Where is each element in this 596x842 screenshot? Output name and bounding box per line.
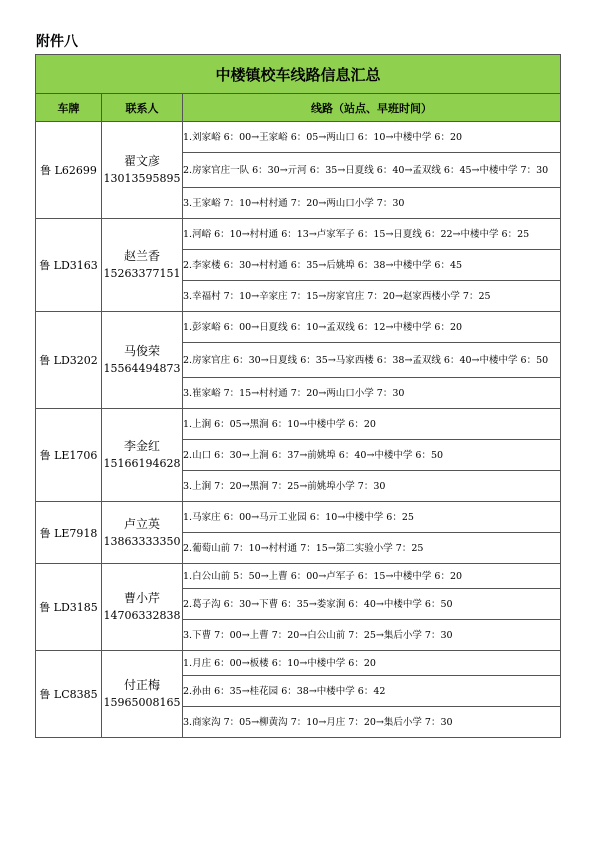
route-cell: 1.白公山前 5：50→上曹 6：00→卢军子 6：15→中楼中学 6：20 (183, 564, 561, 589)
route-cell: 3.商家沟 7：05→柳黄沟 7：10→月庄 7：20→集后小学 7：30 (183, 707, 561, 738)
route-cell: 1.马家庄 6：00→马亓工业园 6：10→中楼中学 6：25 (183, 502, 561, 533)
route-cell: 1.彭家峪 6：00→日夏线 6：10→孟双线 6：12→中楼中学 6：20 (183, 312, 561, 343)
plate-cell: 鲁 L62699 (36, 122, 102, 219)
contact-phone: 15263377151 (103, 267, 181, 280)
route-cell: 3.王家峪 7：10→村村通 7：20→两山口小学 7：30 (183, 188, 561, 219)
contact-cell (102, 122, 183, 219)
contact-phone: 15166194628 (103, 457, 181, 470)
table-row (36, 219, 561, 250)
plate-cell: 鲁 LC8385 (36, 651, 102, 738)
annex-label: 附件八 (36, 34, 78, 50)
route-cell: 1.上涧 6：05→黑涧 6：10→中楼中学 6：20 (183, 409, 561, 440)
contact-name: 马俊荣 (123, 344, 160, 358)
plate-cell: 鲁 LE7918 (36, 502, 102, 564)
table-row (36, 502, 561, 533)
plate-cell: 鲁 LD3163 (36, 219, 102, 312)
contact-phone: 13863333350 (103, 534, 181, 548)
route-cell: 3.幸福村 7：10→辛家庄 7：15→房家官庄 7：20→赵家西楼小学 7：25 (183, 281, 561, 312)
table-row (36, 564, 561, 589)
contact-cell (102, 312, 183, 409)
plate-cell: 鲁 LD3202 (36, 312, 102, 409)
route-cell: 2.孙由 6：35→桂花园 6：38→中楼中学 6：42 (183, 676, 561, 707)
contact-cell (102, 651, 183, 738)
contact-cell (102, 564, 183, 651)
contact-cell (102, 502, 183, 564)
route-cell: 2.房家官庄 6：30→日夏线 6：35→马家西楼 6：38→孟双线 6：40→中楼中学 6：50 (183, 343, 561, 378)
route-cell: 3.下曹 7：00→上曹 7：20→白公山前 7：25→集后小学 7：30 (183, 620, 561, 651)
route-cell: 2.李家楼 6：30→村村通 6：35→后姚埠 6：38→中楼中学 6：45 (183, 250, 561, 281)
route-cell: 3.上涧 7：20→黑涧 7：25→前姚埠小学 7：30 (183, 471, 561, 502)
contact-cell (102, 409, 183, 502)
contact-name: 赵兰香 (123, 249, 160, 263)
table-title: 中楼镇校车线路信息汇总 (36, 55, 561, 94)
contact-phone: 13013595895 (103, 172, 181, 185)
route-cell: 2.房家官庄一队 6：30→亓河 6：35→日夏线 6：40→孟双线 6：45→中楼中学 7：30 (183, 153, 561, 188)
contact-phone: 14706332838 (103, 609, 181, 622)
contact-name: 李金红 (123, 439, 160, 453)
contact-name: 翟文彦 (123, 154, 160, 168)
route-cell: 2.葡萄山前 7：10→村村通 7：15→第二实验小学 7：25 (183, 533, 561, 564)
contact-phone: 15564494873 (103, 362, 181, 375)
contact-phone: 15965008165 (103, 696, 181, 709)
contact-cell (102, 219, 183, 312)
bus-route-table (35, 54, 561, 738)
contact-name: 付正梅 (123, 678, 160, 692)
header-route: 线路（站点、早班时间） (183, 94, 561, 122)
route-cell: 2.葛子沟 6：30→下曹 6：35→娄家涧 6：40→中楼中学 6：50 (183, 589, 561, 620)
route-cell: 2.山口 6：30→上涧 6：37→前姚埠 6：40→中楼中学 6：50 (183, 440, 561, 471)
contact-name: 曹小芹 (123, 591, 160, 605)
contact-name: 卢立英 (123, 516, 160, 531)
table-row (36, 122, 561, 153)
header-contact: 联系人 (102, 94, 183, 122)
route-cell: 1.刘家峪 6：00→王家峪 6：05→两山口 6：10→中楼中学 6：20 (183, 122, 561, 153)
table-row (36, 651, 561, 676)
table-row (36, 409, 561, 440)
header-plate: 车牌 (36, 94, 102, 122)
route-cell: 1.月庄 6：00→板楼 6：10→中楼中学 6：20 (183, 651, 561, 676)
route-cell: 1.河峪 6：10→村村通 6：13→卢家军子 6：15→日夏线 6：22→中楼中学 6：25 (183, 219, 561, 250)
route-cell: 3.崔家峪 7：15→村村通 7：20→两山口小学 7：30 (183, 378, 561, 409)
plate-cell: 鲁 LD3185 (36, 564, 102, 651)
plate-cell: 鲁 LE1706 (36, 409, 102, 502)
table-row (36, 312, 561, 343)
